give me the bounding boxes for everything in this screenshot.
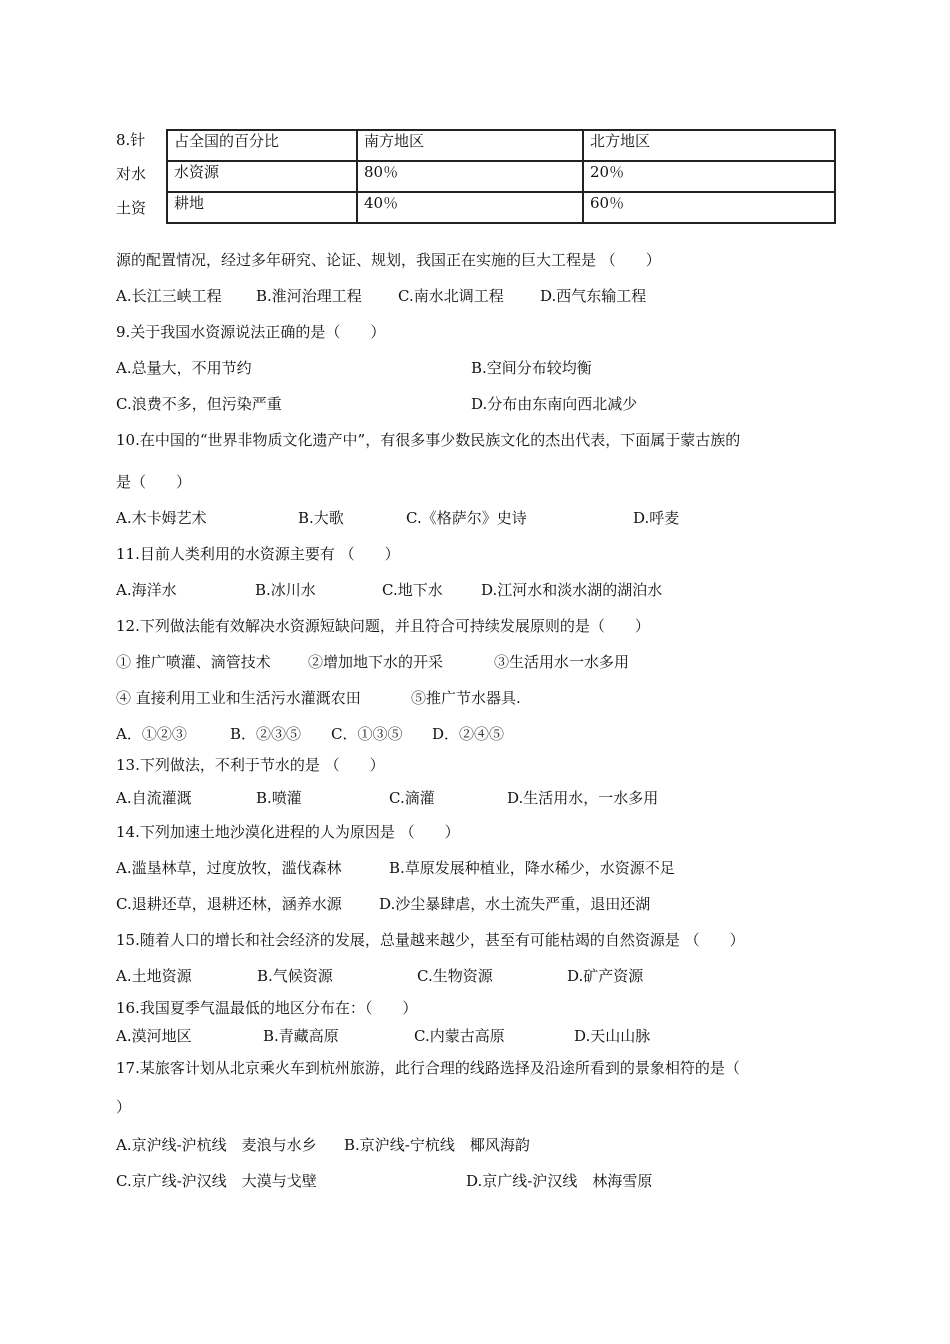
q14-option-a: A.滥垦林草，过度放牧，滥伐森林 — [116, 859, 342, 877]
q8-label — [116, 130, 156, 232]
q8-option-a: A.长江三峡工程 — [116, 287, 222, 305]
q12-stem: 12.下列做法能有效解决水资源短缺问题，并且符合可持续发展原则的是（ ） — [116, 617, 650, 635]
q13-option-a: A.自流灌溉 — [116, 789, 192, 807]
q10-option-c: C.《格萨尔》史诗 — [406, 509, 527, 527]
q11-option-c: C.地下水 — [382, 581, 443, 599]
q12-option-d: D．②④⑤ — [432, 725, 505, 743]
table-cell: 40％ — [357, 192, 583, 223]
table-cell: 20％ — [583, 161, 835, 192]
q13-stem: 13.下列做法，不利于节水的是 （ ） — [116, 756, 385, 774]
table-cell: 80％ — [357, 161, 583, 192]
q16-stem: 16.我国夏季气温最低的地区分布在：（ ） — [116, 999, 418, 1017]
q16-option-d: D.天山山脉 — [574, 1027, 651, 1045]
q10-stem-line2: 是（ ） — [116, 473, 192, 491]
q13-option-c: C.滴灌 — [389, 789, 435, 807]
q15-option-b: B.气候资源 — [257, 967, 333, 985]
q11-option-a: A.海洋水 — [116, 581, 177, 599]
q16-option-b: B.青藏高原 — [263, 1027, 339, 1045]
q12-item: ⑤推广节水器具. — [411, 689, 521, 707]
q14-option-d: D.沙尘暴肆虐，水土流失严重，退田还湖 — [379, 895, 651, 913]
q9-stem: 9.关于我国水资源说法正确的是（ ） — [116, 323, 386, 341]
table-header-cell: 南方地区 — [357, 130, 583, 161]
q11-stem: 11.目前人类利用的水资源主要有 （ ） — [116, 545, 400, 563]
q10-stem-line1: 10.在中国的“世界非物质文化遗产中”，有很多事少数民族文化的杰出代表，下面属于蒙古族的 — [116, 431, 741, 449]
q15-option-d: D.矿产资源 — [567, 967, 644, 985]
q8-label-line: 对水 — [116, 165, 147, 183]
q15-option-c: C.生物资源 — [417, 967, 493, 985]
table-header-cell: 占全国的百分比 — [167, 130, 357, 161]
q13-option-b: B.喷灌 — [256, 789, 302, 807]
q17-option-c: C.京广线-沪汉线 大漠与戈壁 — [116, 1172, 317, 1190]
q10-option-d: D.呼麦 — [633, 509, 680, 527]
table-cell: 水资源 — [167, 161, 357, 192]
table-row — [167, 161, 835, 192]
q8-option-c: C.南水北调工程 — [398, 287, 504, 305]
resource-table — [166, 129, 836, 224]
q8-stem: 源的配置情况，经过多年研究、论证、规划，我国正在实施的巨大工程是 （ ） — [116, 251, 661, 269]
q9-option-b: B.空间分布较均衡 — [471, 359, 592, 377]
q12-item: ④ 直接利用工业和生活污水灌溉农田 — [116, 689, 361, 707]
q16-option-c: C.内蒙古高原 — [414, 1027, 505, 1045]
table-row — [167, 192, 835, 223]
q12-item: ① 推广喷灌、滴管技术 — [116, 653, 271, 671]
q15-option-a: A.土地资源 — [116, 967, 192, 985]
q14-option-b: B.草原发展种植业，降水稀少，水资源不足 — [389, 859, 675, 877]
q17-stem-line2: ） — [116, 1098, 132, 1116]
q10-option-b: B.大歌 — [298, 509, 344, 527]
q9-option-d: D.分布由东南向西北减少 — [471, 395, 638, 413]
q9-option-a: A.总量大，不用节约 — [116, 359, 252, 377]
q12-option-c: C．①③⑤ — [331, 725, 403, 743]
q14-option-c: C.退耕还草，退耕还林，涵养水源 — [116, 895, 342, 913]
q17-option-b: B.京沪线-宁杭线 椰风海韵 — [344, 1136, 530, 1154]
table-header-cell: 北方地区 — [583, 130, 835, 161]
q12-item: ③生活用水一水多用 — [494, 653, 630, 671]
q13-option-d: D.生活用水，一水多用 — [507, 789, 659, 807]
q8-label-line: 土资 — [116, 199, 147, 217]
q8-option-b: B.淮河治理工程 — [256, 287, 362, 305]
q8-option-d: D.西气东输工程 — [540, 287, 647, 305]
table-header-row — [167, 130, 835, 161]
table-cell: 耕地 — [167, 192, 357, 223]
q15-stem: 15.随着人口的增长和社会经济的发展，总量越来越少，甚至有可能枯竭的自然资源是 （ ） — [116, 931, 745, 949]
q9-option-c: C.浪费不多，但污染严重 — [116, 395, 282, 413]
q16-option-a: A.漠河地区 — [116, 1027, 192, 1045]
q17-option-a: A.京沪线-沪杭线 麦浪与水乡 — [116, 1136, 317, 1154]
q11-option-b: B.冰川水 — [255, 581, 316, 599]
q12-item: ②增加地下水的开采 — [308, 653, 444, 671]
q8-label-line: 8.针 — [116, 131, 146, 149]
q14-stem: 14.下列加速土地沙漠化进程的人为原因是 （ ） — [116, 823, 460, 841]
q17-stem-line1: 17.某旅客计划从北京乘火车到杭州旅游，此行合理的线路选择及沿途所看到的景象相符的是（ — [116, 1059, 740, 1077]
q10-option-a: A.木卡姆艺术 — [116, 509, 207, 527]
q17-option-d: D.京广线-沪汉线 林海雪原 — [466, 1172, 653, 1190]
q11-option-d: D.江河水和淡水湖的湖泊水 — [481, 581, 663, 599]
table-cell: 60％ — [583, 192, 835, 223]
q12-option-b: B．②③⑤ — [230, 725, 302, 743]
q12-option-a: A．①②③ — [116, 725, 187, 743]
